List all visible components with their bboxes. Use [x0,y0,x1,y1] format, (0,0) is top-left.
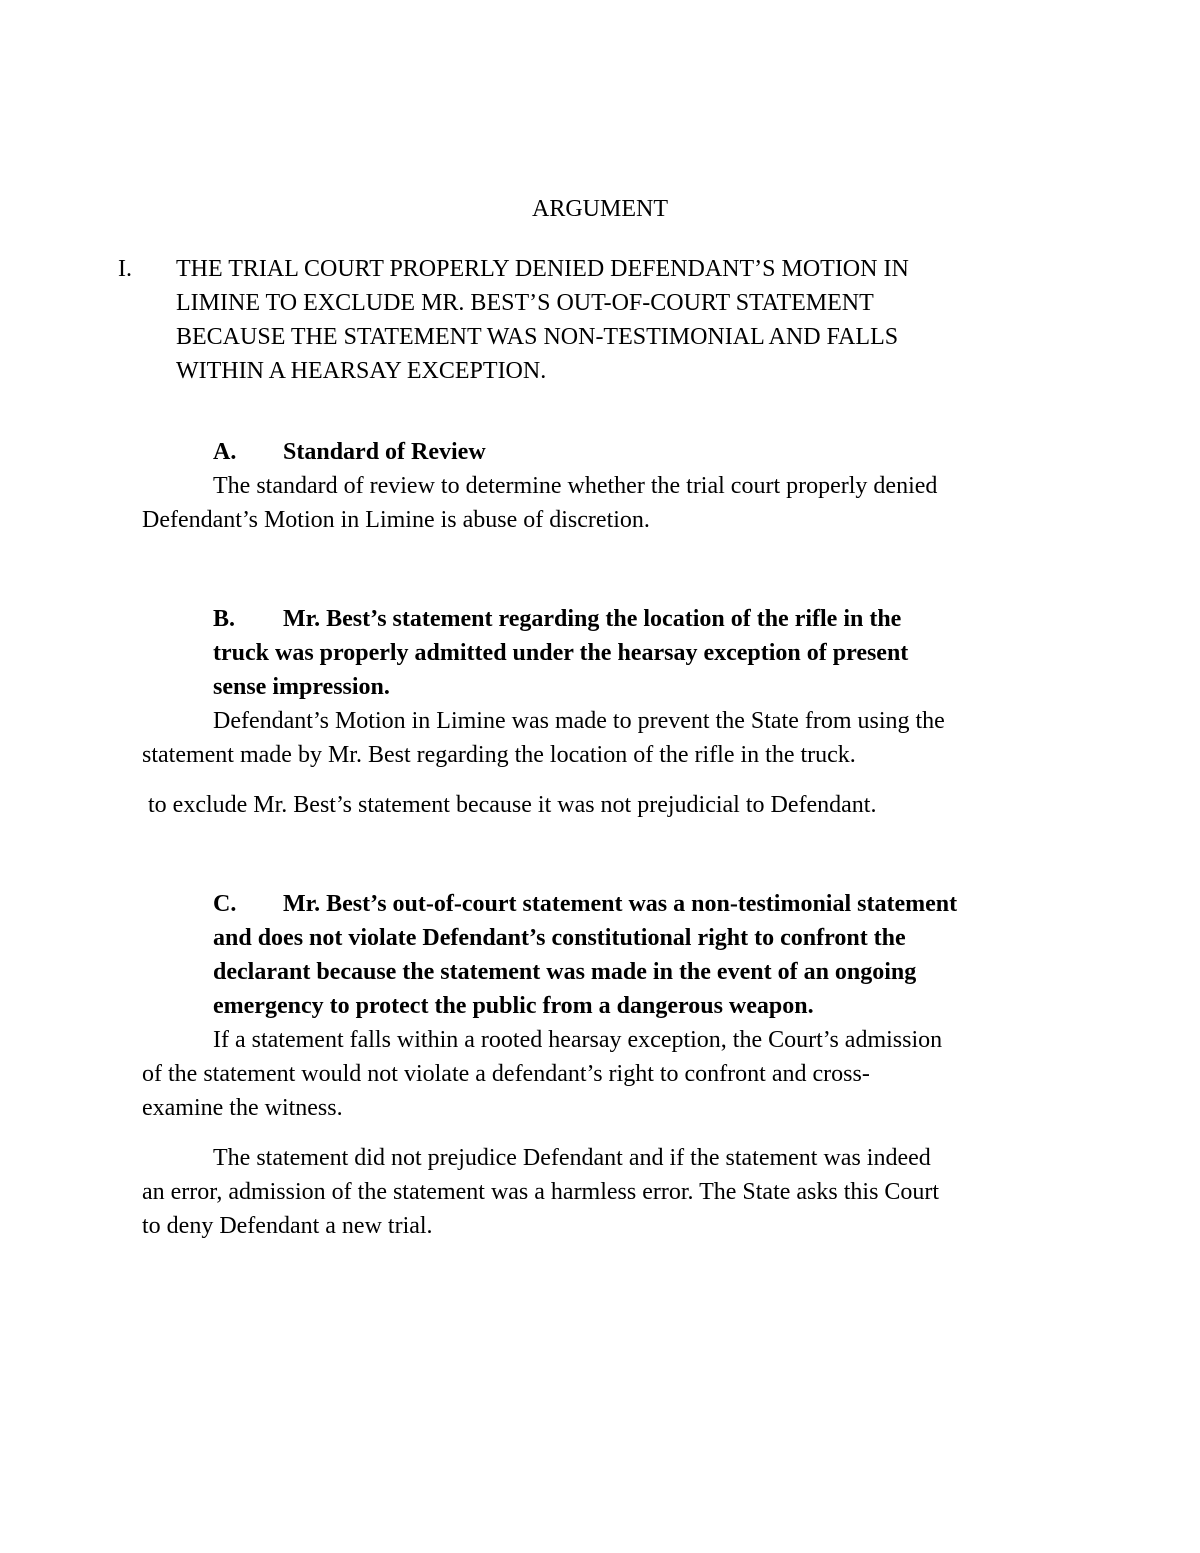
section-c-heading: Mr. Best’s out-of-court statement was a non-testimonial statement [283,891,958,917]
point-heading [176,252,909,388]
section-c-letter: C. [213,891,237,917]
section-a-heading: Standard of Review [283,439,486,465]
section-a-paragraph-line: The standard of review to determine whether the trial court properly denied [213,473,938,499]
point-heading-line: WITHIN A HEARSAY EXCEPTION. [176,358,547,384]
point-heading-line: THE TRIAL COURT PROPERLY DENIED DEFENDANT’S MOTION IN [176,256,909,282]
section-b-paragraph-line: Defendant’s Motion in Limine was made to prevent the State from using the [213,708,945,734]
conclusion-line: to deny Defendant a new trial. [142,1213,433,1239]
section-b-heading-line: sense impression. [213,674,390,700]
conclusion-line: The statement did not prejudice Defendant and if the statement was indeed [213,1145,931,1171]
document-title: ARGUMENT [532,196,668,222]
section-b-letter: B. [213,606,236,632]
section-c-paragraph-line: of the statement would not violate a defendant’s right to confront and cross- [142,1061,870,1087]
conclusion-line: an error, admission of the statement was a harmless error. The State asks this Court [142,1179,940,1205]
section-b-heading: Mr. Best’s statement regarding the location of the rifle in the [283,606,902,632]
section-c-paragraph-line: If a statement falls within a rooted hearsay exception, the Court’s admission [213,1027,943,1053]
section-c-paragraph-line: examine the witness. [142,1095,343,1121]
section-c-heading-line: and does not violate Defendant’s constitutional right to confront the [213,925,906,951]
point-heading-line: LIMINE TO EXCLUDE MR. BEST’S OUT-OF-COURT STATEMENT [176,290,874,316]
section-a-letter: A. [213,439,237,465]
section-a-paragraph-line: Defendant’s Motion in Limine is abuse of discretion. [142,507,650,533]
point-numeral: I. [118,256,132,282]
section-c-heading-line: declarant because the statement was made in the event of an ongoing [213,959,917,985]
point-heading-line: BECAUSE THE STATEMENT WAS NON-TESTIMONIAL AND FALLS [176,324,899,350]
section-c-heading-line: emergency to protect the public from a dangerous weapon. [213,993,814,1019]
section-b-heading-line: truck was properly admitted under the hearsay exception of present [213,640,909,666]
section-b-paragraph-line: statement made by Mr. Best regarding the location of the rifle in the truck. [142,742,856,768]
section-b-fragment: to exclude Mr. Best’s statement because it was not prejudicial to Defendant. [148,792,877,818]
